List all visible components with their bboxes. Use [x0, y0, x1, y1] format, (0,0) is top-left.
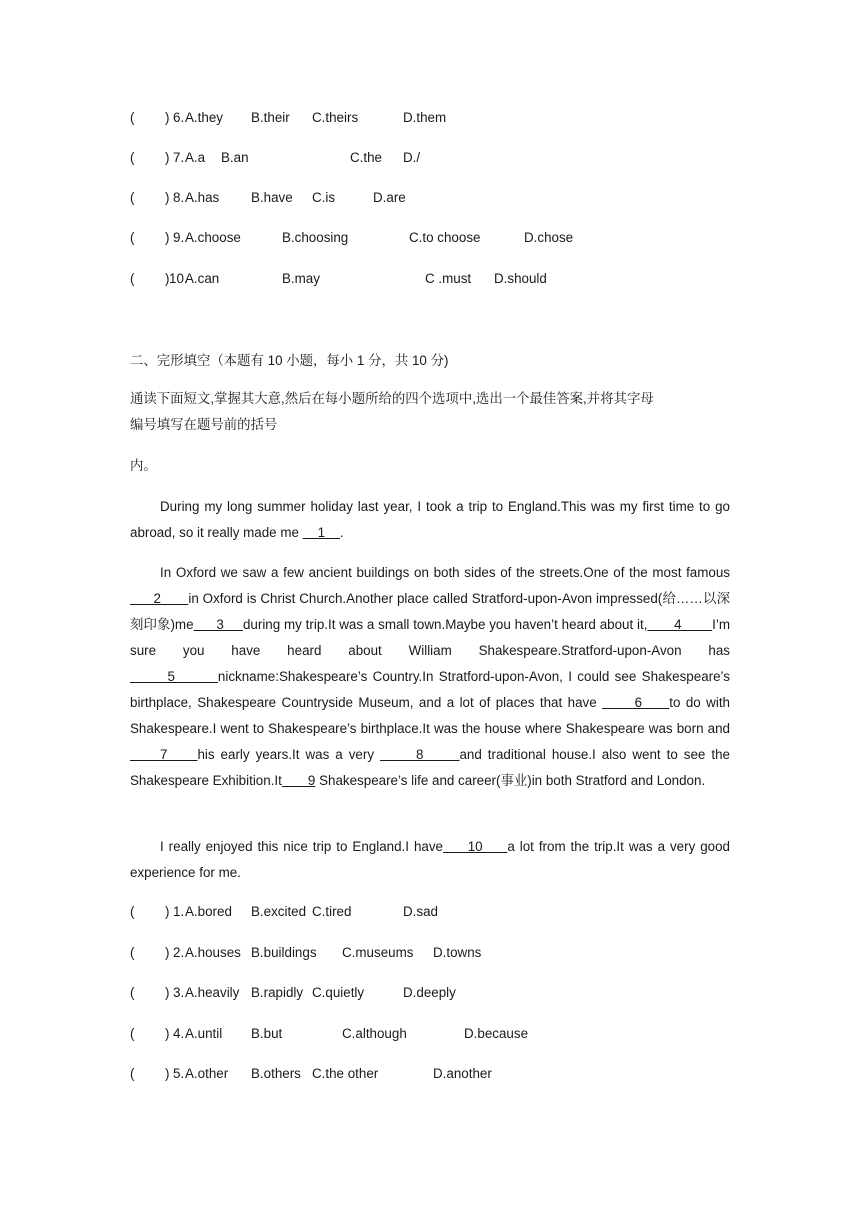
open-paren: ( — [130, 150, 135, 165]
close-paren: ) — [165, 904, 170, 919]
open-paren: ( — [130, 230, 135, 245]
close-paren: ) — [165, 985, 170, 1000]
option-d: D.are — [373, 190, 406, 205]
passage-paragraph-2 — [130, 560, 730, 794]
open-paren: ( — [130, 190, 135, 205]
option-c: C.the other — [312, 1066, 379, 1081]
question-number: 10. — [169, 271, 188, 286]
option-b: B.choosing — [282, 230, 349, 245]
option-a: A.heavily — [185, 985, 240, 1000]
open-paren: ( — [130, 985, 135, 1000]
option-d: D.because — [464, 1026, 529, 1041]
question-number: 3. — [173, 985, 185, 1000]
option-c: C.theirs — [312, 110, 359, 125]
passage-text: his early years.It was a very — [197, 747, 375, 762]
open-paren: ( — [130, 110, 135, 125]
option-d: D.should — [494, 271, 547, 286]
option-c: C.tired — [312, 904, 352, 919]
option-d: D.another — [433, 1066, 492, 1081]
question-number: 5. — [173, 1066, 185, 1081]
section-heading: 二、完形填空（本题有 10 小题，每小 1 分，共 10 分) — [130, 353, 449, 368]
passage-text: to do with Shakespeare.I went to Shakespeare’s birthplace.It was the house where Shakespeare was born and — [130, 695, 730, 736]
open-paren: ( — [130, 945, 135, 960]
option-d: D./ — [403, 150, 421, 165]
close-paren: ) — [165, 190, 170, 205]
option-a: A.until — [185, 1026, 223, 1041]
passage-text: I’m sure you have heard about William Shakespeare.Stratford-upon-Avon has — [130, 617, 730, 658]
option-d: D.deeply — [403, 985, 456, 1000]
option-d: D.sad — [403, 904, 438, 919]
blank-8: 8 — [380, 747, 460, 762]
instructions-line-2: 编号填写在题号前的括号 — [130, 417, 278, 432]
option-b: B.may — [282, 271, 320, 286]
option-b: B.but — [251, 1026, 283, 1041]
option-c: C.museums — [342, 945, 414, 960]
option-a: A.they — [185, 110, 223, 125]
option-b: B.excited — [251, 904, 307, 919]
option-b: B.have — [251, 190, 293, 205]
passage-text: I really enjoyed this nice trip to England.I have — [160, 839, 443, 854]
blank-6: 6 — [602, 695, 670, 710]
question-number: 2. — [173, 945, 185, 960]
option-c: C.although — [342, 1026, 407, 1041]
question-number: 6. — [173, 110, 185, 125]
instructions-line-3: 内。 — [130, 458, 157, 473]
blank-5: 5 — [130, 669, 218, 684]
option-a: A.houses — [185, 945, 241, 960]
passage-text: and traditional house.I also went to see the Shakespeare Exhibition.It — [130, 747, 730, 788]
question-number: 9. — [173, 230, 185, 245]
close-paren: ) — [165, 271, 170, 286]
open-paren: ( — [130, 1066, 135, 1081]
option-a: A.a — [185, 150, 206, 165]
question-number: 4. — [173, 1026, 185, 1041]
instructions-line-1: 通读下面短文,掌握其大意,然后在每小题所给的四个选项中,选出一个最佳答案,并将其字母 — [130, 391, 654, 406]
option-b: B.their — [251, 110, 290, 125]
close-paren: ) — [165, 110, 170, 125]
passage-text: during my trip.It was a small town.Maybe you haven’t heard about it, — [242, 617, 648, 632]
passage-text: nickname:Shakespeare’s Country.In Stratford-upon-Avon, I could see Shakespeare’s birthplace, Shakespeare Countryside Museum, and a lot of places that have — [130, 669, 730, 710]
close-paren: ) — [165, 1066, 170, 1081]
close-paren: ) — [165, 230, 170, 245]
blank-9: 9 — [281, 773, 316, 788]
passage-paragraph-3 — [130, 834, 730, 886]
option-d: D.chose — [524, 230, 574, 245]
question-number: 8. — [173, 190, 185, 205]
option-b: B.rapidly — [251, 985, 304, 1000]
blank-1: 1 — [302, 525, 340, 540]
close-paren: ) — [165, 150, 170, 165]
option-c: C.to choose — [409, 230, 481, 245]
blank-2: 2 — [130, 591, 189, 606]
option-a: A.bored — [185, 904, 232, 919]
option-c: C.the — [350, 150, 383, 165]
option-c: C.is — [312, 190, 336, 205]
passage-text: In Oxford we saw a few ancient buildings on both sides of the streets.One of the most famous — [160, 565, 730, 580]
option-a: A.can — [185, 271, 220, 286]
question-number: 1. — [173, 904, 185, 919]
open-paren: ( — [130, 271, 135, 286]
blank-7: 7 — [130, 747, 198, 762]
option-a: A.has — [185, 190, 220, 205]
blank-3: 3 — [193, 617, 243, 632]
option-b: B.an — [221, 150, 249, 165]
option-c: C .must — [425, 271, 472, 286]
passage-text: During my long summer holiday last year, I took a trip to England.This was my first time to go abroad, so it really made me — [130, 499, 730, 540]
option-c: C.quietly — [312, 985, 365, 1000]
passage-text: in Oxford is Christ Church.Another place called Stratford-upon-Avon impressed(给……以深刻印象)me — [130, 591, 730, 632]
passage-paragraph-1 — [130, 494, 730, 546]
passage-text: a lot from the trip.It was a very good experience for me. — [130, 839, 730, 880]
option-b: B.buildings — [251, 945, 317, 960]
blank-4: 4 — [647, 617, 713, 632]
passage-text: . — [339, 525, 344, 540]
close-paren: ) — [165, 1026, 170, 1041]
open-paren: ( — [130, 1026, 135, 1041]
passage-text: Shakespeare’s life and career(事业)in both Stratford and London. — [319, 773, 706, 788]
option-d: D.them — [403, 110, 447, 125]
blank-10: 10 — [442, 839, 508, 854]
question-number: 7. — [173, 150, 185, 165]
option-b: B.others — [251, 1066, 301, 1081]
option-d: D.towns — [433, 945, 482, 960]
option-a: A.choose — [185, 230, 241, 245]
close-paren: ) — [165, 945, 170, 960]
option-a: A.other — [185, 1066, 229, 1081]
open-paren: ( — [130, 904, 135, 919]
